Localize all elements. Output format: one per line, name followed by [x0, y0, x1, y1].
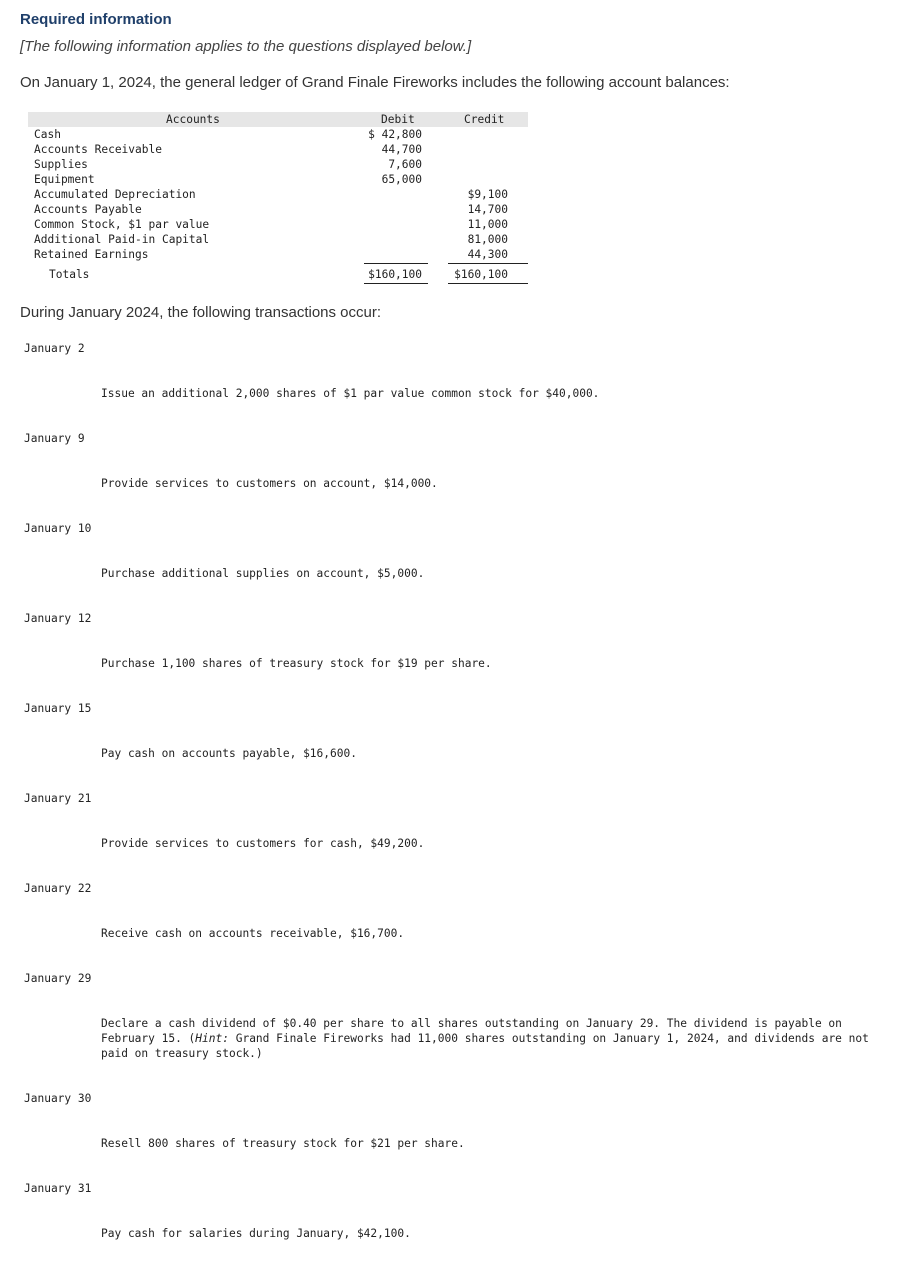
- table-row: [28, 217, 528, 232]
- table-row: [28, 142, 528, 157]
- table-row: [28, 172, 528, 187]
- credit-value: 44,300: [467, 248, 508, 261]
- transaction-date: January 22: [24, 882, 92, 895]
- account-name: Supplies: [34, 158, 88, 171]
- transaction-text: Pay cash for salaries during January, $42,100.: [101, 1227, 411, 1240]
- transaction-text: Issue an additional 2,000 shares of $1 par value common stock for $40,000.: [101, 387, 600, 400]
- list-item: [24, 521, 884, 611]
- table-row: [28, 157, 528, 172]
- hint-label: Hint:: [195, 1032, 229, 1045]
- debit-double-rule: [364, 283, 428, 284]
- transaction-date: January 15: [24, 702, 92, 715]
- text-after-hint: Grand Finale Fireworks had 11,000 shares outstanding on January 1, 2024, and dividends are not paid on treasury stock.): [101, 1032, 869, 1060]
- credit-value: $9,100: [467, 188, 508, 201]
- debit-value: 7,600: [388, 158, 422, 171]
- list-item: [24, 1181, 884, 1271]
- account-name: Cash: [34, 128, 61, 141]
- transaction-text: Provide services to customers for cash, $49,200.: [101, 837, 425, 850]
- table-row: [28, 187, 528, 202]
- required-information-title: Required information: [20, 11, 172, 28]
- col-debit-header: Debit: [381, 113, 415, 126]
- transaction-date: January 2: [24, 342, 85, 355]
- transaction-text: Pay cash on accounts payable, $16,600.: [101, 747, 357, 760]
- totals-row: [28, 267, 528, 282]
- table-row: [28, 232, 528, 247]
- list-item: [24, 701, 884, 791]
- account-name: Accumulated Depreciation: [34, 188, 196, 201]
- transaction-date: January 29: [24, 972, 92, 985]
- col-credit-header: Credit: [464, 113, 505, 126]
- debit-total: $160,100: [368, 268, 422, 281]
- applies-note: [The following information applies to the questions displayed below.]: [20, 38, 472, 55]
- table-row: [28, 247, 528, 262]
- transaction-text: Purchase additional supplies on account, $5,000.: [101, 567, 425, 580]
- intro-text: On January 1, 2024, the general ledger of Grand Finale Fireworks includes the following account balances:: [20, 74, 730, 91]
- table-row: [28, 202, 528, 217]
- transaction-text: Provide services to customers on account, $14,000.: [101, 477, 438, 490]
- credit-total: $160,100: [454, 268, 508, 281]
- transaction-text: Receive cash on accounts receivable, $16,700.: [101, 927, 405, 940]
- table-row: [28, 127, 528, 142]
- debit-value: 65,000: [381, 173, 422, 186]
- list-item: [24, 431, 884, 521]
- transaction-date: January 9: [24, 432, 85, 445]
- account-name: Common Stock, $1 par value: [34, 218, 210, 231]
- account-name: Accounts Receivable: [34, 143, 162, 156]
- totals-label: Totals: [49, 268, 90, 281]
- credit-value: 14,700: [467, 203, 508, 216]
- transaction-text: [101, 1016, 873, 1061]
- transactions-intro: During January 2024, the following transactions occur:: [20, 304, 382, 321]
- list-item: [24, 791, 884, 881]
- transaction-date: January 31: [24, 1182, 92, 1195]
- credit-value: 11,000: [467, 218, 508, 231]
- list-item: [24, 881, 884, 971]
- list-item: [24, 1091, 884, 1181]
- table-header: [28, 112, 528, 127]
- credit-total-rule: [448, 263, 528, 264]
- credit-double-rule: [448, 283, 528, 284]
- account-name: Additional Paid-in Capital: [34, 233, 210, 246]
- text-before-hint: Declare a cash dividend of $0.40 per share to all shares outstanding on January 29. The dividend is payable on February 15. (: [101, 1017, 842, 1045]
- account-balances-table: [28, 112, 530, 284]
- debit-value: $ 42,800: [368, 128, 422, 141]
- debit-total-rule: [364, 263, 428, 264]
- transaction-date: January 30: [24, 1092, 92, 1105]
- credit-value: 81,000: [467, 233, 508, 246]
- transaction-date: January 21: [24, 792, 92, 805]
- account-name: Accounts Payable: [34, 203, 142, 216]
- transaction-date: January 10: [24, 522, 92, 535]
- list-item: [24, 971, 884, 1091]
- account-name: Equipment: [34, 173, 95, 186]
- transaction-text: Resell 800 shares of treasury stock for $21 per share.: [101, 1137, 465, 1150]
- transaction-date: January 12: [24, 612, 92, 625]
- col-accounts-header: Accounts: [166, 113, 220, 126]
- debit-value: 44,700: [381, 143, 422, 156]
- transactions-list: [24, 341, 884, 1271]
- transaction-text: Purchase 1,100 shares of treasury stock for $19 per share.: [101, 657, 492, 670]
- list-item: [24, 611, 884, 701]
- list-item: [24, 341, 884, 431]
- account-name: Retained Earnings: [34, 248, 149, 261]
